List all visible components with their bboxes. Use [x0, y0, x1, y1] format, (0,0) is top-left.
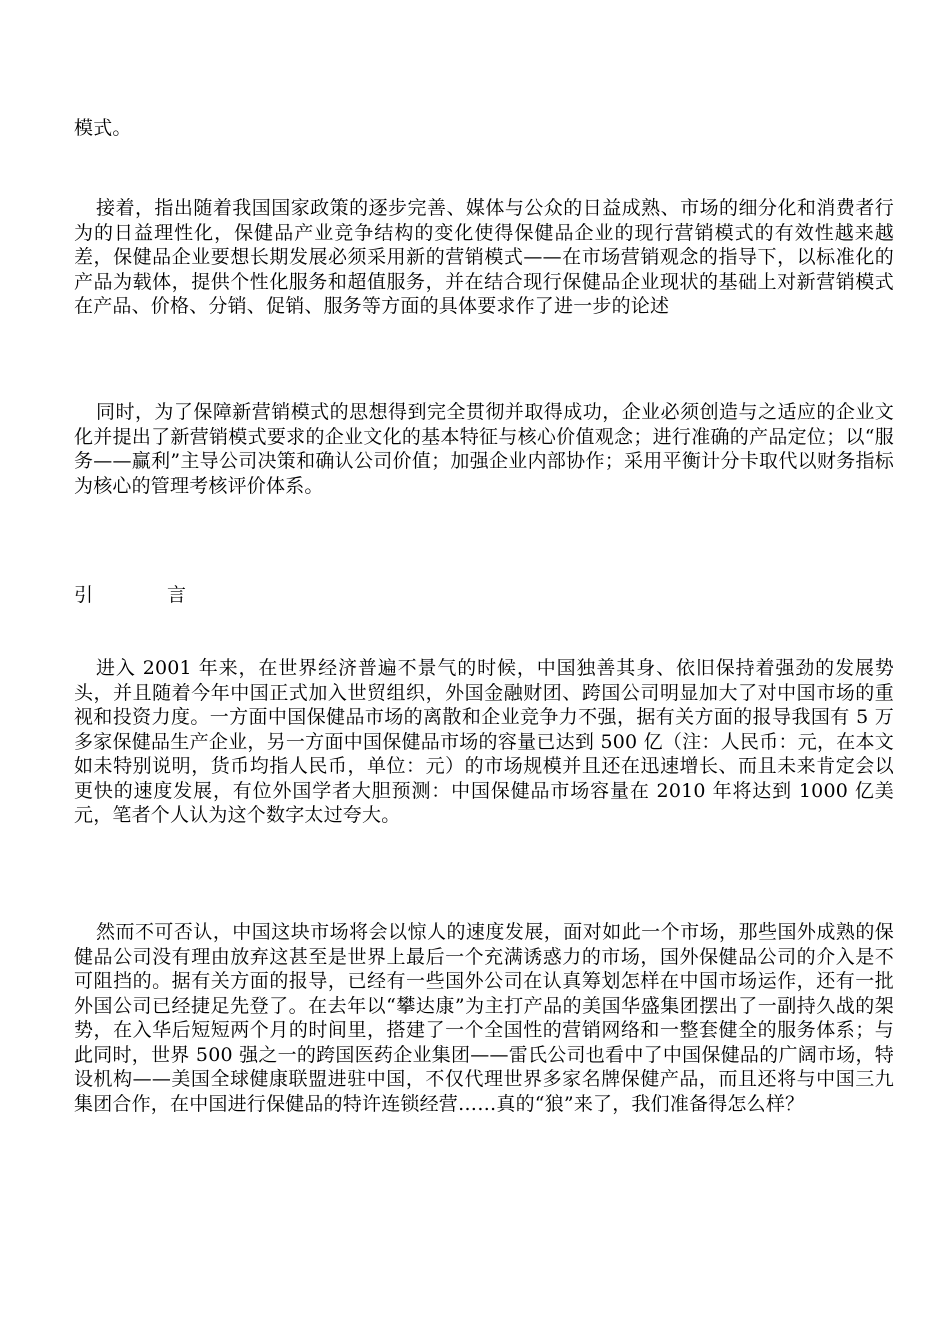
- paragraph-corporate-culture: 同时，为了保障新营销模式的思想得到完全贯彻并取得成功，企业必须创造与之适应的企业文化并提出了新营销模式要求的企业文化的基本特征与核心价值观念；进行准确的产品定位；以“服务——赢利”主导公司决策和确认公司价值；加强企业内部协作；采用平衡计分卡取代以财务指标为核心的管理考核评价体系。: [74, 401, 894, 497]
- section-heading-introduction: [74, 583, 186, 607]
- paragraph-intro-market: 进入 2001 年来，在世界经济普遍不景气的时候，中国独善其身、依旧保持着强劲的发展势头，并且随着今年中国正式加入世贸组织，外国金融财团、跨国公司明显加大了对中国市场的重视和投资力度。一方面中国保健品市场的离散和企业竞争力不强，据有关方面的报导我国有 5 万多家保健品生产企业，另一方面中国保健品市场的容量已达到 500 亿（注：人民币：元，在本文如未特别说明，货币均指人民币，单位：元）的市场规模并且还在迅速增长、而且未来肯定会以更快的速度发展，有位外国学者大胆预测：中国保健品市场容量在 2010 年将达到 1000 亿美元，笔者个人认为这个数字太过夸大。: [74, 657, 894, 826]
- heading-char-2: 言: [167, 584, 187, 606]
- paragraph-continuation: 模式。: [74, 117, 132, 139]
- paragraph-new-marketing-model: 接着，指出随着我国国家政策的逐步完善、媒体与公众的日益成熟、市场的细分化和消费者行为的日益理性化，保健品产业竞争结构的变化使得保健品企业的现行营销模式的有效性越来越差，保健品企业要想长期发展必须采用新的营销模式——在市场营销观念的指导下，以标准化的产品为载体，提供个性化服务和超值服务，并在结合现行保健品企业现状的基础上对新营销模式在产品、价格、分销、促销、服务等方面的具体要求作了进一步的论述: [74, 197, 894, 317]
- paragraph-intro-foreign-entry: 然而不可否认，中国这块市场将会以惊人的速度发展，面对如此一个市场，那些国外成熟的保健品公司没有理由放弃这甚至是世界上最后一个充满诱惑力的市场，国外保健品公司的介入是不可阻挡的。据有关方面的报导，已经有一些国外公司在认真筹划怎样在中国市场运作，还有一批外国公司已经捷足先登了。在去年以“攀达康”为主打产品的美国华盛集团摆出了一副持久战的架势，在入华后短短两个月的时间里，搭建了一个全国性的营销网络和一整套健全的服务体系；与此同时，世界 500 强之一的跨国医药企业集团——雷氏公司也看中了中国保健品的广阔市场，特设机构——美国全球健康联盟进驻中国，不仅代理世界多家名牌保健产品，而且还将与中国三九集团合作，在中国进行保健品的特许连锁经营……真的“狼”来了，我们准备得怎么样？: [74, 921, 894, 1115]
- heading-char-1: 引: [74, 584, 94, 606]
